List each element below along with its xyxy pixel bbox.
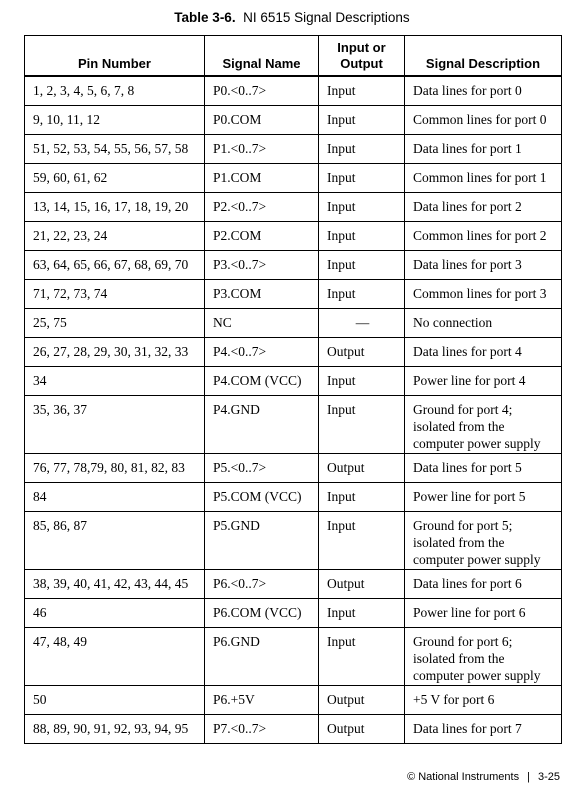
description-cell: Data lines for port 3 — [405, 251, 562, 280]
signal-cell: NC — [205, 309, 319, 338]
io-cell: Input — [319, 367, 405, 396]
io-cell: Input — [319, 512, 405, 570]
table-title: NI 6515 Signal Descriptions — [243, 10, 410, 25]
pin-cell: 47, 48, 49 — [25, 628, 205, 686]
description-cell — [405, 396, 562, 454]
description-cell: No connection — [405, 309, 562, 338]
signal-cell: P2.<0..7> — [205, 193, 319, 222]
description-cell — [405, 628, 562, 686]
pin-cell: 76, 77, 78,79, 80, 81, 82, 83 — [25, 454, 205, 483]
table-row — [25, 686, 562, 715]
description-line: computer power supply — [413, 552, 541, 567]
signal-cell: P3.<0..7> — [205, 251, 319, 280]
description-cell: Common lines for port 1 — [405, 164, 562, 193]
description-cell: Power line for port 5 — [405, 483, 562, 512]
table-row — [25, 599, 562, 628]
io-cell: Input — [319, 628, 405, 686]
table-caption — [0, 10, 584, 25]
table-row — [25, 454, 562, 483]
table-row — [25, 628, 562, 686]
description-cell: Data lines for port 2 — [405, 193, 562, 222]
description-line: isolated from the — [413, 651, 505, 666]
signal-cell: P1.<0..7> — [205, 135, 319, 164]
table-row — [25, 483, 562, 512]
table-row — [25, 193, 562, 222]
description-cell: Common lines for port 2 — [405, 222, 562, 251]
io-cell: Output — [319, 570, 405, 599]
signal-descriptions-table — [24, 35, 562, 744]
signal-cell: P5.COM (VCC) — [205, 483, 319, 512]
signal-cell: P6.<0..7> — [205, 570, 319, 599]
page-footer — [407, 771, 560, 783]
io-cell: Output — [319, 686, 405, 715]
pin-cell: 35, 36, 37 — [25, 396, 205, 454]
header-signal-name: Signal Name — [205, 36, 319, 77]
table-row — [25, 251, 562, 280]
table-row — [25, 570, 562, 599]
description-cell: Common lines for port 3 — [405, 280, 562, 309]
footer-separator: | — [527, 771, 530, 783]
header-io-line1: Input or — [337, 40, 386, 55]
io-cell: Input — [319, 76, 405, 106]
io-cell: Input — [319, 599, 405, 628]
io-cell: Output — [319, 715, 405, 744]
description-cell: Data lines for port 4 — [405, 338, 562, 367]
header-row — [25, 36, 562, 77]
signal-cell: P4.GND — [205, 396, 319, 454]
pin-cell: 21, 22, 23, 24 — [25, 222, 205, 251]
pin-cell: 51, 52, 53, 54, 55, 56, 57, 58 — [25, 135, 205, 164]
io-cell: Input — [319, 106, 405, 135]
pin-cell: 38, 39, 40, 41, 42, 43, 44, 45 — [25, 570, 205, 599]
pin-cell: 13, 14, 15, 16, 17, 18, 19, 20 — [25, 193, 205, 222]
description-cell: Power line for port 4 — [405, 367, 562, 396]
pin-cell: 26, 27, 28, 29, 30, 31, 32, 33 — [25, 338, 205, 367]
table-row — [25, 367, 562, 396]
pin-cell: 9, 10, 11, 12 — [25, 106, 205, 135]
signal-cell: P4.COM (VCC) — [205, 367, 319, 396]
pin-cell: 85, 86, 87 — [25, 512, 205, 570]
signal-cell: P3.COM — [205, 280, 319, 309]
signal-cell: P0.<0..7> — [205, 76, 319, 106]
table-row — [25, 135, 562, 164]
description-line: computer power supply — [413, 436, 541, 451]
table-row — [25, 106, 562, 135]
description-line: Ground for port 5; — [413, 518, 513, 533]
header-input-or-output — [319, 36, 405, 77]
io-cell: Input — [319, 135, 405, 164]
description-line: isolated from the — [413, 419, 505, 434]
io-cell: Input — [319, 483, 405, 512]
table-row — [25, 715, 562, 744]
table-row — [25, 222, 562, 251]
pin-cell: 46 — [25, 599, 205, 628]
pin-cell: 34 — [25, 367, 205, 396]
io-cell: Input — [319, 280, 405, 309]
description-cell: Data lines for port 6 — [405, 570, 562, 599]
signal-cell: P6.COM (VCC) — [205, 599, 319, 628]
table-row — [25, 280, 562, 309]
io-cell: Output — [319, 338, 405, 367]
description-line: Ground for port 6; — [413, 634, 513, 649]
description-cell: Data lines for port 5 — [405, 454, 562, 483]
publisher-name: © National Instruments — [407, 771, 520, 783]
description-line: isolated from the — [413, 535, 505, 550]
description-line: Ground for port 4; — [413, 402, 513, 417]
table-number: Table 3-6. — [174, 10, 236, 25]
header-pin-number: Pin Number — [25, 36, 205, 77]
description-cell: Data lines for port 0 — [405, 76, 562, 106]
pin-cell: 88, 89, 90, 91, 92, 93, 94, 95 — [25, 715, 205, 744]
description-cell: Data lines for port 1 — [405, 135, 562, 164]
table-row — [25, 76, 562, 106]
io-cell: Output — [319, 454, 405, 483]
io-cell: — — [319, 309, 405, 338]
table-row — [25, 164, 562, 193]
signal-cell: P6.+5V — [205, 686, 319, 715]
signal-cell: P0.COM — [205, 106, 319, 135]
page-number: 3-25 — [537, 771, 560, 783]
io-cell: Input — [319, 396, 405, 454]
header-io-line2: Output — [340, 56, 383, 71]
pin-cell: 50 — [25, 686, 205, 715]
signal-cell: P4.<0..7> — [205, 338, 319, 367]
table-row — [25, 338, 562, 367]
pin-cell: 1, 2, 3, 4, 5, 6, 7, 8 — [25, 76, 205, 106]
description-line: computer power supply — [413, 668, 541, 683]
io-cell: Input — [319, 222, 405, 251]
signal-cell: P2.COM — [205, 222, 319, 251]
description-cell: Power line for port 6 — [405, 599, 562, 628]
io-cell: Input — [319, 251, 405, 280]
description-cell: Common lines for port 0 — [405, 106, 562, 135]
description-cell: Data lines for port 7 — [405, 715, 562, 744]
io-cell: Input — [319, 164, 405, 193]
pin-cell: 84 — [25, 483, 205, 512]
description-cell: +5 V for port 6 — [405, 686, 562, 715]
signal-cell: P1.COM — [205, 164, 319, 193]
pin-cell: 63, 64, 65, 66, 67, 68, 69, 70 — [25, 251, 205, 280]
table-row — [25, 309, 562, 338]
table-row — [25, 512, 562, 570]
pin-cell: 25, 75 — [25, 309, 205, 338]
signal-cell: P5.GND — [205, 512, 319, 570]
table-row — [25, 396, 562, 454]
signal-cell: P6.GND — [205, 628, 319, 686]
signal-cell: P7.<0..7> — [205, 715, 319, 744]
description-cell — [405, 512, 562, 570]
pin-cell: 59, 60, 61, 62 — [25, 164, 205, 193]
signal-cell: P5.<0..7> — [205, 454, 319, 483]
pin-cell: 71, 72, 73, 74 — [25, 280, 205, 309]
header-signal-description: Signal Description — [405, 36, 562, 77]
io-cell: Input — [319, 193, 405, 222]
